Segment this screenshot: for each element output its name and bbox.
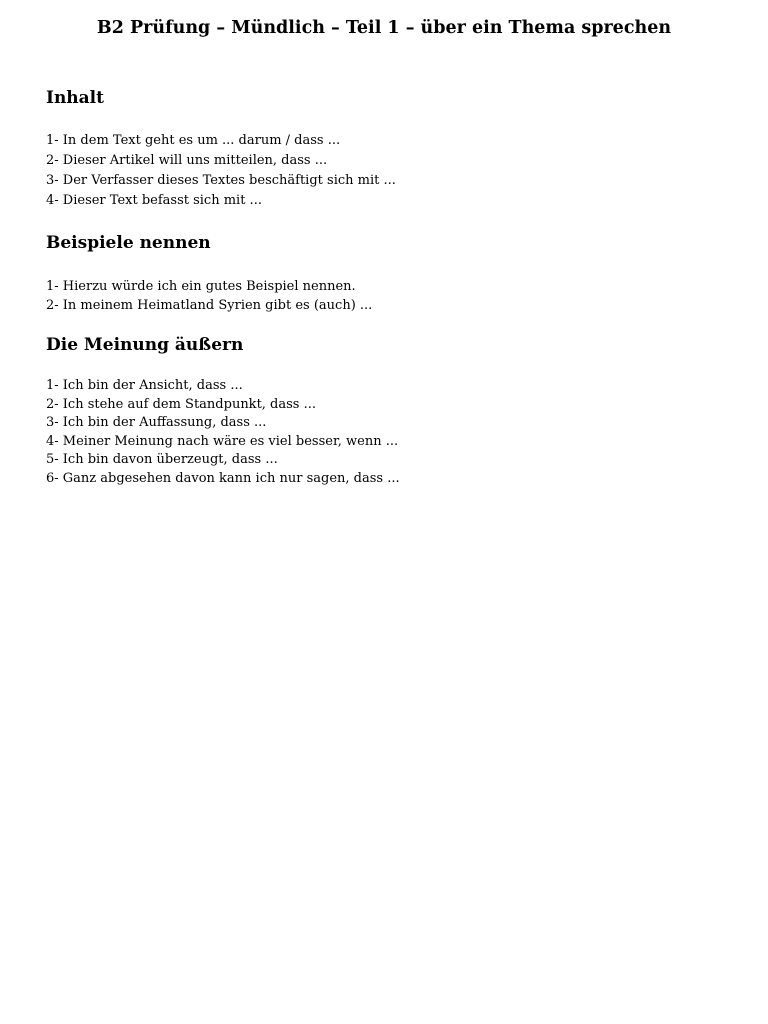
- phrase-list: [46, 277, 726, 315]
- section-inhalt: [46, 86, 726, 211]
- list-item: 2- Dieser Artikel will uns mitteilen, dass ...: [46, 153, 328, 168]
- section-heading: Inhalt: [46, 88, 104, 108]
- phrase-list: [46, 131, 726, 211]
- list-item: 1- Hierzu würde ich ein gutes Beispiel nennen.: [46, 279, 356, 294]
- section-heading: Die Meinung äußern: [46, 335, 244, 355]
- document-title: B2 Prüfung – Mündlich – Teil 1 – über ein Thema sprechen: [96, 18, 672, 38]
- list-item: 6- Ganz abgesehen davon kann ich nur sagen, dass ...: [46, 470, 400, 486]
- list-item: 5- Ich bin davon überzeugt, dass ...: [46, 452, 278, 467]
- list-item: 2- In meinem Heimatland Syrien gibt es (auch) ...: [46, 298, 373, 313]
- section-heading: Beispiele nennen: [46, 233, 211, 253]
- section-meinung-aeussern: [46, 333, 726, 488]
- phrase-list: [46, 377, 726, 488]
- list-item: 3- Ich bin der Auffassung, dass ...: [46, 415, 267, 430]
- list-item: 4- Dieser Text befasst sich mit ...: [46, 193, 262, 208]
- list-item: 1- Ich bin der Ansicht, dass ...: [46, 378, 243, 393]
- list-item: 3- Der Verfasser dieses Textes beschäftigt sich mit ...: [46, 173, 396, 188]
- list-item: 4- Meiner Meinung nach wäre es viel besser, wenn ...: [46, 433, 399, 449]
- section-beispiele-nennen: [46, 231, 726, 315]
- list-item: 2- Ich stehe auf dem Standpunkt, dass ...: [46, 396, 316, 412]
- list-item: 1- In dem Text geht es um ... darum / dass ...: [46, 133, 341, 148]
